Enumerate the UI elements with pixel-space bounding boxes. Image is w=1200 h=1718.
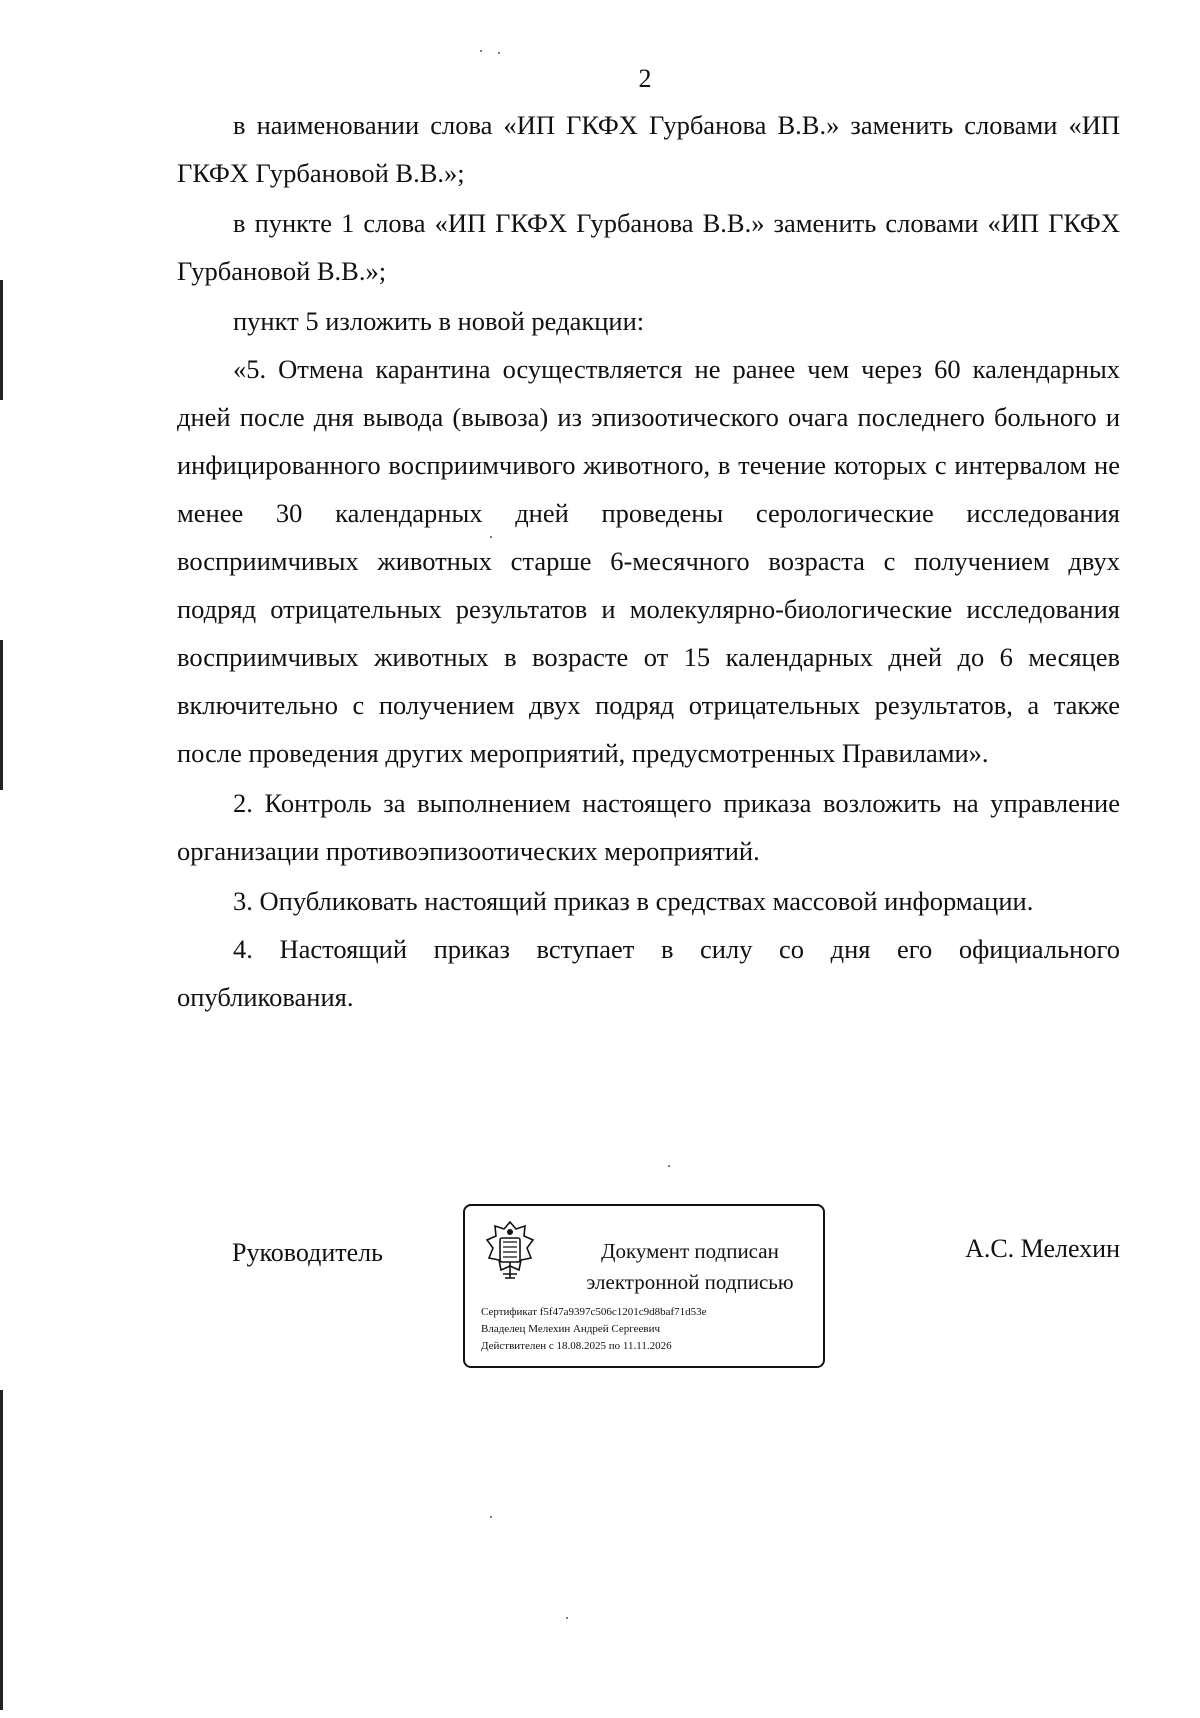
stamp-title-line-2: электронной подписью bbox=[586, 1270, 794, 1294]
electronic-signature-stamp bbox=[463, 1204, 825, 1368]
scan-speck bbox=[480, 50, 482, 52]
stamp-validity: Действителен с 18.08.2025 по 11.11.2026 bbox=[481, 1340, 672, 1352]
document-body bbox=[177, 101, 1120, 1021]
scan-edge-middle bbox=[0, 640, 3, 790]
coat-of-arms-icon bbox=[483, 1220, 537, 1284]
scan-speck bbox=[498, 52, 500, 54]
paragraph-control: 2. Контроль за выполнением настоящего приказа возложить на управление организации противоэпизоотических мероприятий. bbox=[177, 788, 1120, 866]
signer-role: Руководитель bbox=[232, 1238, 383, 1267]
stamp-title bbox=[565, 1236, 815, 1298]
paragraph-effective: 4. Настоящий приказ вступает в силу со дня его официального опубликования. bbox=[177, 934, 1120, 1012]
page-number: 2 bbox=[638, 64, 652, 93]
stamp-owner: Владелец Мелехин Андрей Сергеевич bbox=[481, 1323, 661, 1335]
scan-edge-bottom bbox=[0, 1390, 3, 1710]
signer-name: А.С. Мелехин bbox=[965, 1234, 1120, 1263]
scan-speck bbox=[566, 1617, 568, 1619]
paragraph-rename-point-1: в пункте 1 слова «ИП ГКФХ Гурбанова В.В.» заменить словами «ИП ГКФХ Гурбановой В.В.»; bbox=[177, 208, 1120, 286]
scan-edge-top bbox=[0, 280, 3, 400]
stamp-title-line-1: Документ подписан bbox=[601, 1239, 779, 1263]
paragraph-point-5-intro: пункт 5 изложить в новой редакции: bbox=[233, 306, 645, 336]
paragraph-point-5-text: «5. Отмена карантина осуществляется не ранее чем через 60 календарных дней после дня вывода (вывоза) из эпизоотического очага последнего больного и инфицированного восприимчивого животного, в течение которых с интервалом не менее 30 календарных дней проведены серологические исследования восприимчивых животных старше 6-месячного возраста с получением двух подряд отрицательных результатов и молекулярно-биологические исследования восприимчивых животных в возрасте от 15 календарных дней до 6 месяцев включительно с получением двух подряд отрицательных результатов, а также после проведения других мероприятий, предусмотренных Правилами». bbox=[177, 354, 1120, 768]
paragraph-rename-title: в наименовании слова «ИП ГКФХ Гурбанова В.В.» заменить словами «ИП ГКФХ Гурбановой В.В.»; bbox=[177, 110, 1120, 188]
scan-speck bbox=[668, 1165, 670, 1167]
scan-speck bbox=[490, 1516, 492, 1518]
paragraph-publish: 3. Опубликовать настоящий приказ в средствах массовой информации. bbox=[233, 886, 1034, 916]
stamp-details bbox=[481, 1304, 707, 1355]
stamp-certificate: Сертификат f5f47a9397c506c1201c9d8baf71d53e bbox=[481, 1306, 707, 1318]
